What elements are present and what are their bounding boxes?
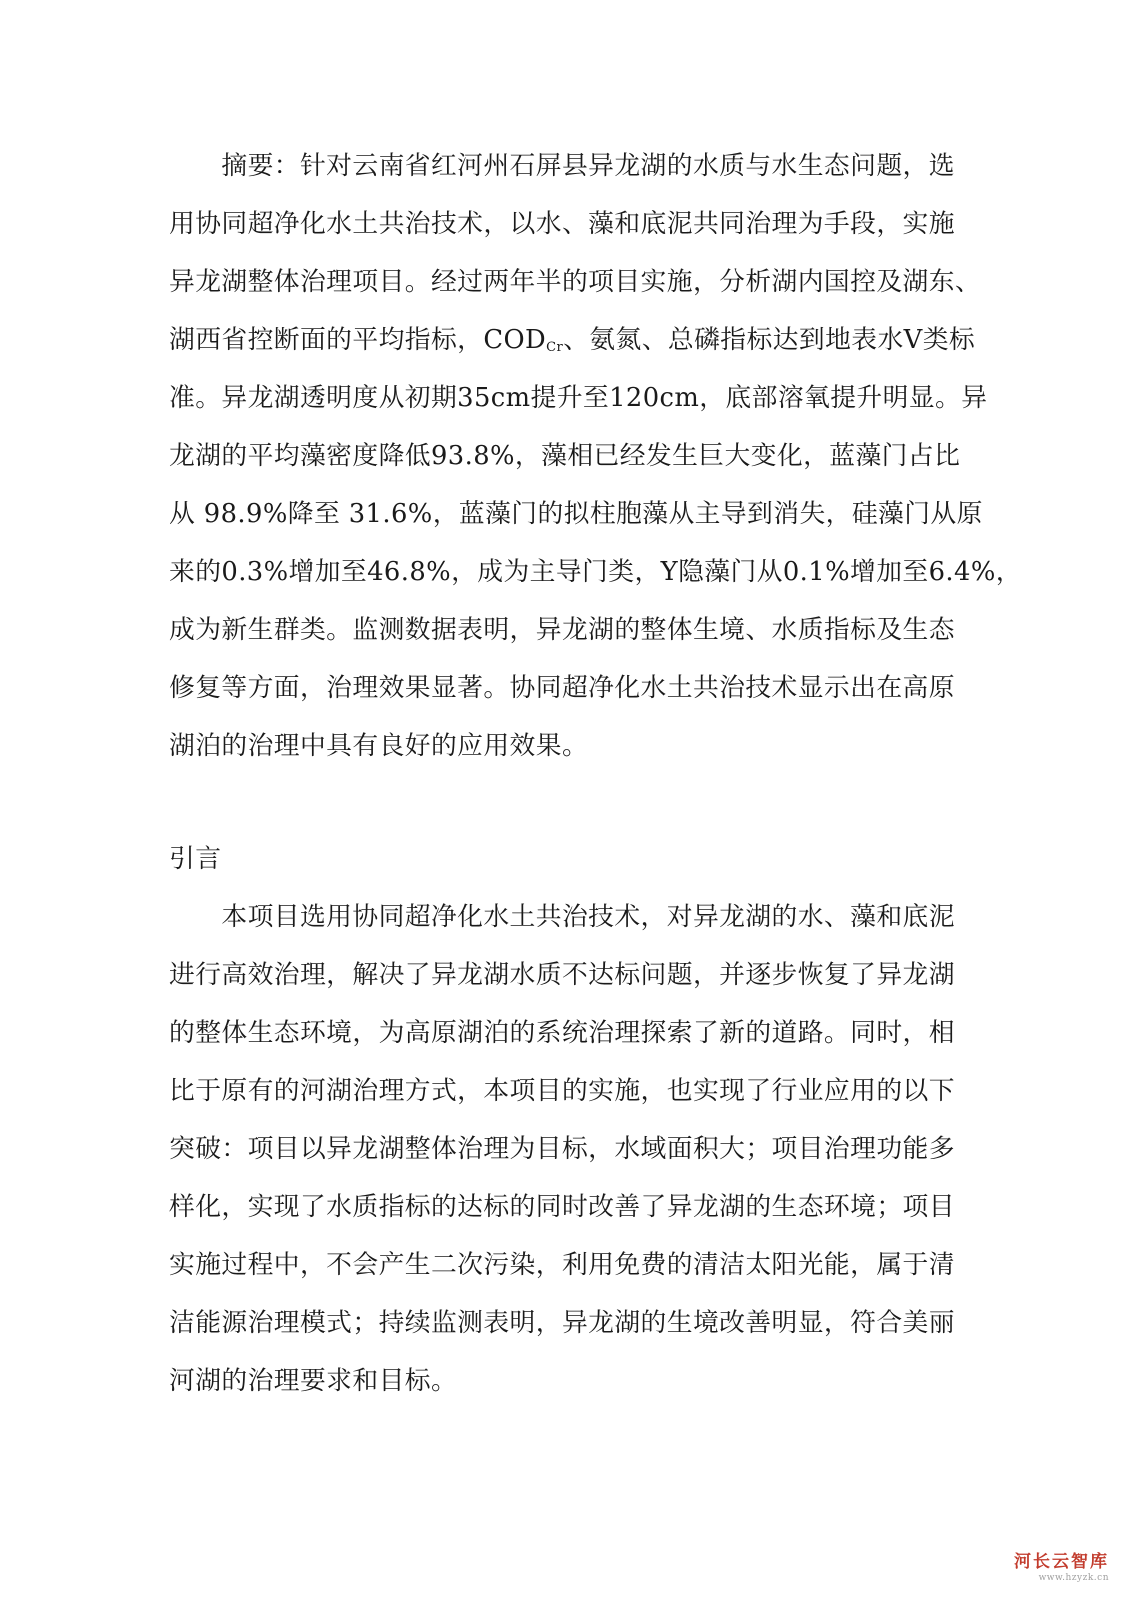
- abstract-line: 用协同超净化水土共治技术，以水、藻和底泥共同治理为手段，实施: [169, 209, 955, 239]
- introduction-line: 实施过程中，不会产生二次污染，利用免费的清洁太阳光能，属于清: [169, 1250, 955, 1280]
- abstract-line: 湖泊的治理中具有良好的应用效果。: [169, 731, 589, 761]
- introduction-line: 的整体生态环境，为高原湖泊的系统治理探索了新的道路。同时，相: [169, 1018, 955, 1048]
- cod-text-before: 湖西省控断面的平均指标，COD: [169, 325, 547, 355]
- cod-subscript: Cr: [546, 340, 564, 355]
- abstract-line: 异龙湖整体治理项目。经过两年半的项目实施，分析湖内国控及湖东、: [169, 267, 982, 297]
- abstract-line: 摘要：针对云南省红河州石屏县异龙湖的水质与水生态问题，选: [169, 151, 955, 181]
- abstract-line: 修复等方面，治理效果显著。协同超净化水土共治技术显示出在高原: [169, 673, 955, 703]
- watermark-url: www.hzyzk.cn: [1038, 1573, 1109, 1583]
- abstract-line: 龙湖的平均藻密度降低93.8%，藻相已经发生巨大变化，蓝藻门占比: [169, 441, 961, 471]
- section-heading-introduction: [169, 830, 942, 888]
- abstract-line: 来的0.3%增加至46.8%，成为主导门类，Y隐藻门从0.1%增加至6.4%，: [169, 557, 1022, 587]
- introduction-paragraph: [169, 888, 955, 1410]
- watermark: [1014, 1547, 1109, 1583]
- introduction-line: 样化，实现了水质指标的达标的同时改善了异龙湖的生态环境；项目: [169, 1192, 955, 1222]
- abstract-paragraph: [169, 137, 1022, 775]
- introduction-line: 洁能源治理模式；持续监测表明，异龙湖的生境改善明显，符合美丽: [169, 1308, 955, 1338]
- abstract-line-cod: [169, 311, 976, 369]
- introduction-line: 本项目选用协同超净化水土共治技术，对异龙湖的水、藻和底泥: [169, 902, 955, 932]
- watermark-title: 河长云智库: [1014, 1552, 1109, 1572]
- introduction-line: 河湖的治理要求和目标。: [169, 1366, 458, 1396]
- introduction-line: 突破：项目以异龙湖整体治理为目标，水域面积大；项目治理功能多: [169, 1134, 955, 1164]
- abstract-line: 准。异龙湖透明度从初期35cm提升至120cm，底部溶氧提升明显。异: [169, 383, 988, 413]
- introduction-line: 进行高效治理，解决了异龙湖水质不达标问题，并逐步恢复了异龙湖: [169, 960, 955, 990]
- cod-text-after: 、氨氮、总磷指标达到地表水Ⅴ类标: [563, 325, 976, 355]
- abstract-line: 从 98.9%降至 31.6%，蓝藻门的拟柱胞藻从主导到消失，硅藻门从原: [169, 499, 983, 529]
- introduction-heading: 引言: [169, 844, 222, 874]
- introduction-line: 比于原有的河湖治理方式，本项目的实施，也实现了行业应用的以下: [169, 1076, 955, 1106]
- abstract-line: 成为新生群类。监测数据表明，异龙湖的整体生境、水质指标及生态: [169, 615, 955, 645]
